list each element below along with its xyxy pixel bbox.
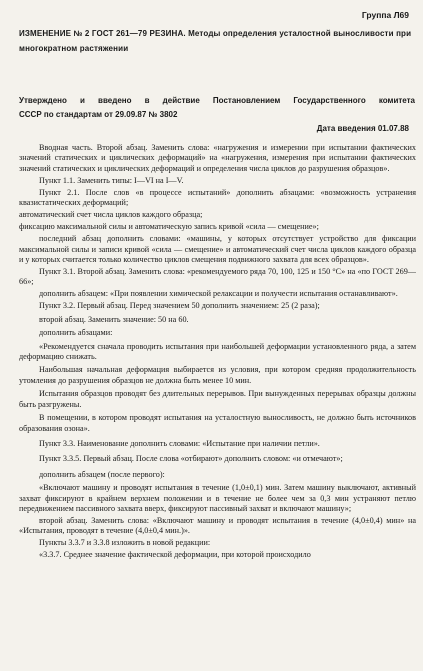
paragraph: Испытания образцов проводят без длительных перерывов. При вынужденных перерывах образцы должны быть разгружены. (19, 389, 416, 409)
paragraph: Пункт 3.3.5. Первый абзац. После слова «отбирают» дополнить словом: «и отмечают»; (39, 454, 343, 464)
paragraph: Пункты 3.3.7 и 3.3.8 изложить в новой редакции: (39, 538, 211, 548)
paragraph: дополнить абзацами: (39, 328, 113, 338)
paragraph: дополнить абзацем: «При появлении химической релаксации и получести испытания останавливают». (39, 289, 398, 299)
paragraph: Пункт 1.1. Заменить типы: I—VI на I—V. (39, 175, 184, 185)
paragraph: Пункт 3.3. Наименование дополнить словами: «Испытание при наличии петли». (39, 438, 320, 448)
paragraph: Пункт 3.2. Первый абзац. Перед значением 50 дополнить значением: 25 (2 раза); (39, 301, 320, 311)
approval-statement (19, 94, 415, 122)
document-body (19, 143, 416, 562)
paragraph: «3.3.7. Среднее значение фактической деформации, при которой происходило (39, 550, 311, 560)
paragraph: автоматический счет числа циклов каждого образца; (19, 210, 203, 220)
approval-line-1: Утверждено и введено в действие Постановлением Государственного комитета (19, 96, 415, 105)
paragraph: «Включают машину и проводят испытания в течение (1,0±0,1) мин. Затем машину выключают, активный захват фиксируют в крайнем верхнем положении и в течение не более чем за 0,3 мин устраняют петлю передвижением пассивного захвата вверх, фиксируют пассивный захват и включают машину»; (19, 483, 416, 513)
group-code: Группа Л69 (361, 10, 409, 20)
approval-line-2: СССР по стандартам от 29.09.87 № 3802 (19, 110, 178, 119)
paragraph: Наибольшая начальная деформация выбирается из условия, при котором средняя продолжительность утомления до разрушения образцов не должна быть менее 10 мин. (19, 365, 416, 385)
paragraph: второй абзац. Заменить слова: «Включают машину и проводят испытания в течение (4,0±0,4) мин» на «Испытания, проводят в течение (4,0±0,4 мин.)». (19, 515, 416, 536)
paragraph: второй абзац. Заменить значение: 50 на 60. (39, 314, 189, 324)
effective-date: Дата введения 01.07.88 (316, 124, 409, 133)
change-title: ИЗМЕНЕНИЕ № 2 ГОСТ 261—79 РЕЗИНА. Методы определения усталостной выносливости при многократном растяжении (19, 29, 412, 53)
paragraph: последний абзац дополнить словами: «машины, у которых отсутствует устройство для фиксации максимальной силы и записи кривой «сила — смещение» и автоматический счет числа циклов каждого образца и у которых считается только количество циклов смещения подвижного захвата для всех образцов». (19, 234, 416, 265)
paragraph: Пункт 3.1. Второй абзац. Заменить слова: «рекомендуемого ряда 70, 100, 125 и 150 °С» на «по ГОСТ 269—66»; (19, 267, 416, 287)
paragraph: Пункт 2.1. После слов «в процессе испытаний» дополнить абзацами: «возможность устранения квазистатических деформаций; (19, 187, 416, 208)
paragraph: В помещении, в котором проводят испытания на усталостную выносливость, не должно быть источников образования озона». (19, 413, 416, 433)
paragraph: Вводная часть. Второй абзац. Заменить слова: «нагружения и измерении при испытании фактических значений статических и циклических деформаций» на «нагружения, измерения при испытании фактических значений статических и циклических деформаций и определения числа циклов до разрушения образцов». (19, 143, 416, 173)
paragraph: фиксацию максимальной силы и автоматическую запись кривой «сила — смещение»; (19, 222, 319, 232)
paragraph: дополнить абзацем (после первого): (39, 469, 165, 479)
paragraph: «Рекомендуется сначала проводить испытания при наибольшей деформации установленного ряда, а затем деформацию снижать. (19, 341, 416, 362)
